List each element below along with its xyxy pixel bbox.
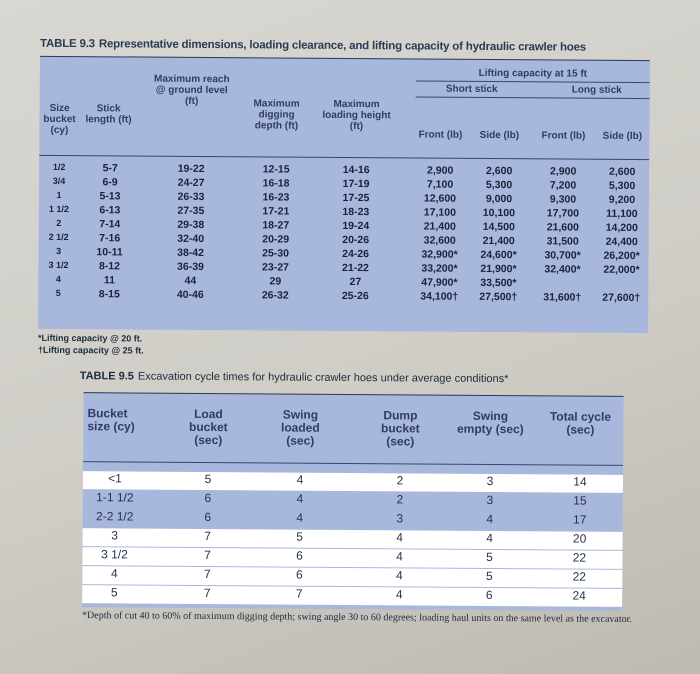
header-rule-t2 [83,461,623,466]
table-9-5-footnote: *Depth of cut 40 to 60% of maximum digging depth; swing angle 30 to 60 degrees; loading haul units on the same level as the excavator. [82,610,632,625]
note-20ft: *Lifting capacity @ 20 ft. [37,332,143,344]
table-row: 2 7-14 29-38 18-27 19-24 21,400 14,500 21,600 14,200 [56,217,638,235]
col-max-reach: Maximum reach @ ground level (ft) [153,73,230,107]
table-row: 2-2 1/2 6 4 3 4 17 [96,509,587,527]
table-9-5 [82,392,623,611]
table-row: 4 11 44 29 27 47,900* 33,500* [55,273,517,290]
table-9-3-caption: Representative dimensions, loading clearance, and lifting capacity of hydraulic crawler hoes [98,38,587,54]
table-row: 3 1/2 7 6 4 5 22 [82,547,622,569]
table-9-3-notes [38,332,144,357]
table-row: 5 7 7 4 6 24 [82,585,622,607]
short-stick-header: Short stick [445,83,498,96]
table-9-5-caption: Excavation cycle times for hydraulic crawler hoes under average conditions* [137,370,509,386]
table-row: 3 1/2 8-12 36-39 23-27 21-22 33,200* 21,900* 32,400* 22,000* [48,259,640,277]
table-row: 2 1/2 7-16 32-40 20-29 20-26 32,600 21,400 31,500 24,400 [48,231,638,249]
table-row: 1/2 5-7 19-22 12-15 14-16 2,900 2,600 2,900 2,600 [52,161,636,178]
table-row: 1 5-13 26-33 16-23 17-25 12,600 9,000 9,300 9,200 [56,189,636,206]
header-rule-3 [39,155,649,160]
col-short-side: Side (lb) [479,129,520,142]
header-rule-2 [416,96,650,99]
table-row: 1-1 1/2 6 4 2 3 15 [96,490,587,508]
table-row: 1 1/2 6-13 27-35 17-21 18-23 17,100 10,100 17,700 11,100 [48,203,638,221]
table-9-3-title [40,38,586,54]
lifting-capacity-header: Lifting capacity at 15 ft [478,67,588,80]
col-total-cycle: Total cycle (sec) [549,409,612,437]
col-dump-bucket: Dump bucket (sec) [380,408,420,449]
col-size: Size bucket (cy) [43,102,76,137]
header-rule-1 [416,80,650,83]
table-row: 4 7 6 4 5 22 [82,566,622,588]
col-load-bucket: Load bucket (sec) [188,406,228,448]
textbook-page [12,12,689,665]
col-swing-loaded: Swing loaded (sec) [280,407,320,448]
table-9-3 [38,56,650,333]
col-long-front: Front (lb) [541,130,586,142]
col-short-front: Front (lb) [418,129,463,141]
table-row: 3 7 5 4 4 20 [83,528,623,550]
col-loading-height: Maximum loading height (ft) [322,98,391,133]
note-25ft: †Lifting capacity @ 25 ft. [37,344,144,356]
table-row: <1 5 4 2 3 14 [83,471,623,493]
table-row: 3/4 6-9 24-27 16-18 17-19 7,100 5,300 7,200 5,300 [52,175,636,192]
table-row: 3 10-11 38-42 25-30 24-26 32,900* 24,600* 30,700* 26,200* [56,245,640,263]
col-swing-empty: Swing empty (sec) [456,408,524,437]
col-stick-length: Stick length (ft) [85,103,132,126]
table-9-3-label: TABLE 9.3 [40,37,95,51]
table-9-5-label: TABLE 9.5 [79,370,134,383]
col-digging-depth: Maximum digging depth (ft) [253,98,300,132]
table-9-5-title [80,370,509,385]
col-long-side: Side (lb) [602,130,643,143]
long-stick-header: Long stick [571,84,622,96]
table-row: 5 8-15 40-46 26-32 25-26 34,100† 27,500† 31,600† 27,600† [55,287,641,305]
col-bucket-size: Bucket size (cy) [87,406,135,434]
